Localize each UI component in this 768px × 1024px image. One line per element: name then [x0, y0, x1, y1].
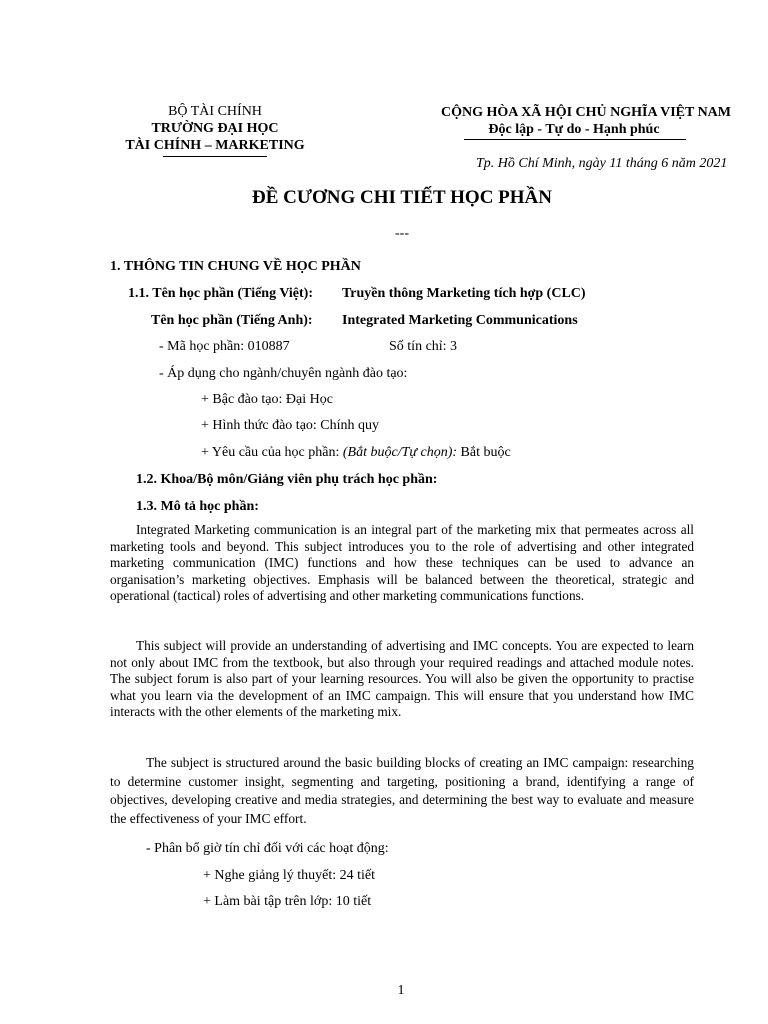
requirement-value: Bắt buộc: [457, 445, 511, 460]
description-paragraph-1: Integrated Marketing communication is an integral part of the marketing mix that permeates across all marketing tools and beyond. This subject introduces you to the role of advertising and other integrated marketing communication (IMC) functions and how these techniques can be used to advance an organisation’s marketing objectives. Emphasis will be balanced between the theoretical, strategic and operational (tactical) roles of advertising and other marketing communications functions.: [110, 522, 694, 604]
exercise-hours: + Làm bài tập trên lớp: 10 tiết: [203, 894, 372, 909]
section-heading: 1. THÔNG TIN CHUNG VỀ HỌC PHẦN: [110, 259, 361, 274]
description-paragraph-3: The subject is structured around the basic building blocks of creating an IMC campaign: researching to determine customer insight, segmenting and targeting, positioning a brand, identifying a range of objectives, developing creative and media strategies, and determining the best way to evaluate and measure the effectiveness of your IMC effort.: [110, 755, 694, 826]
requirement-prefix: + Yêu cầu của học phần:: [201, 445, 343, 460]
course-code: - Mã học phần: 010887: [159, 339, 290, 354]
credit-count: Số tín chỉ: 3: [389, 339, 458, 354]
university-name-line2: TÀI CHÍNH – MARKETING: [125, 138, 305, 153]
theory-hours: + Nghe giảng lý thuyết: 24 tiết: [203, 868, 375, 883]
course-name-en-label: Tên học phần (Tiếng Anh):: [151, 313, 313, 328]
page-title: ĐỀ CƯƠNG CHI TIẾT HỌC PHẦN: [252, 187, 552, 208]
national-motto: Độc lập - Tự do - Hạnh phúc: [488, 122, 660, 137]
course-name-en-value: Integrated Marketing Communications: [342, 313, 578, 328]
title-separator: ---: [395, 226, 409, 241]
course-name-vi-label: 1.1. Tên học phần (Tiếng Việt):: [128, 286, 314, 301]
description-paragraph-2: This subject will provide an understanding of advertising and IMC concepts. You are expected to learn not only about IMC from the textbook, but also through your required readings and attached module notes. The subject forum is also part of your learning resources. You will also be given the opportunity to practise what you learn via the development of an IMC campaign. This will ensure that you understand how IMC interacts with the other elements of the marketing mix.: [110, 638, 694, 720]
national-title: CỘNG HÒA XÃ HỘI CHỦ NGHĨA VIỆT NAM: [440, 105, 731, 120]
training-mode: + Hình thức đào tạo: Chính quy: [201, 418, 380, 433]
applies-to: - Áp dụng cho ngành/chuyên ngành đào tạo:: [159, 366, 408, 381]
faculty-heading: 1.2. Khoa/Bộ môn/Giảng viên phụ trách học phần:: [136, 472, 438, 487]
ministry-name: BỘ TÀI CHÍNH: [168, 104, 262, 119]
date-location: Tp. Hồ Chí Minh, ngày 11 tháng 6 năm 2021: [476, 156, 728, 171]
course-requirement: [201, 444, 511, 461]
requirement-options: (Bắt buộc/Tự chọn):: [342, 445, 458, 460]
training-level: + Bậc đào tạo: Đại Học: [201, 392, 333, 407]
university-name-line1: TRƯỜNG ĐẠI HỌC: [151, 121, 279, 136]
header-right-underline: [464, 139, 686, 140]
page-number: 1: [397, 983, 405, 998]
header-left-underline: [163, 156, 267, 157]
course-name-vi-value: Truyền thông Marketing tích hợp (CLC): [342, 286, 586, 301]
credit-allocation: - Phân bổ giờ tín chỉ đối với các hoạt động:: [146, 841, 389, 856]
description-heading: 1.3. Mô tả học phần:: [136, 499, 259, 514]
